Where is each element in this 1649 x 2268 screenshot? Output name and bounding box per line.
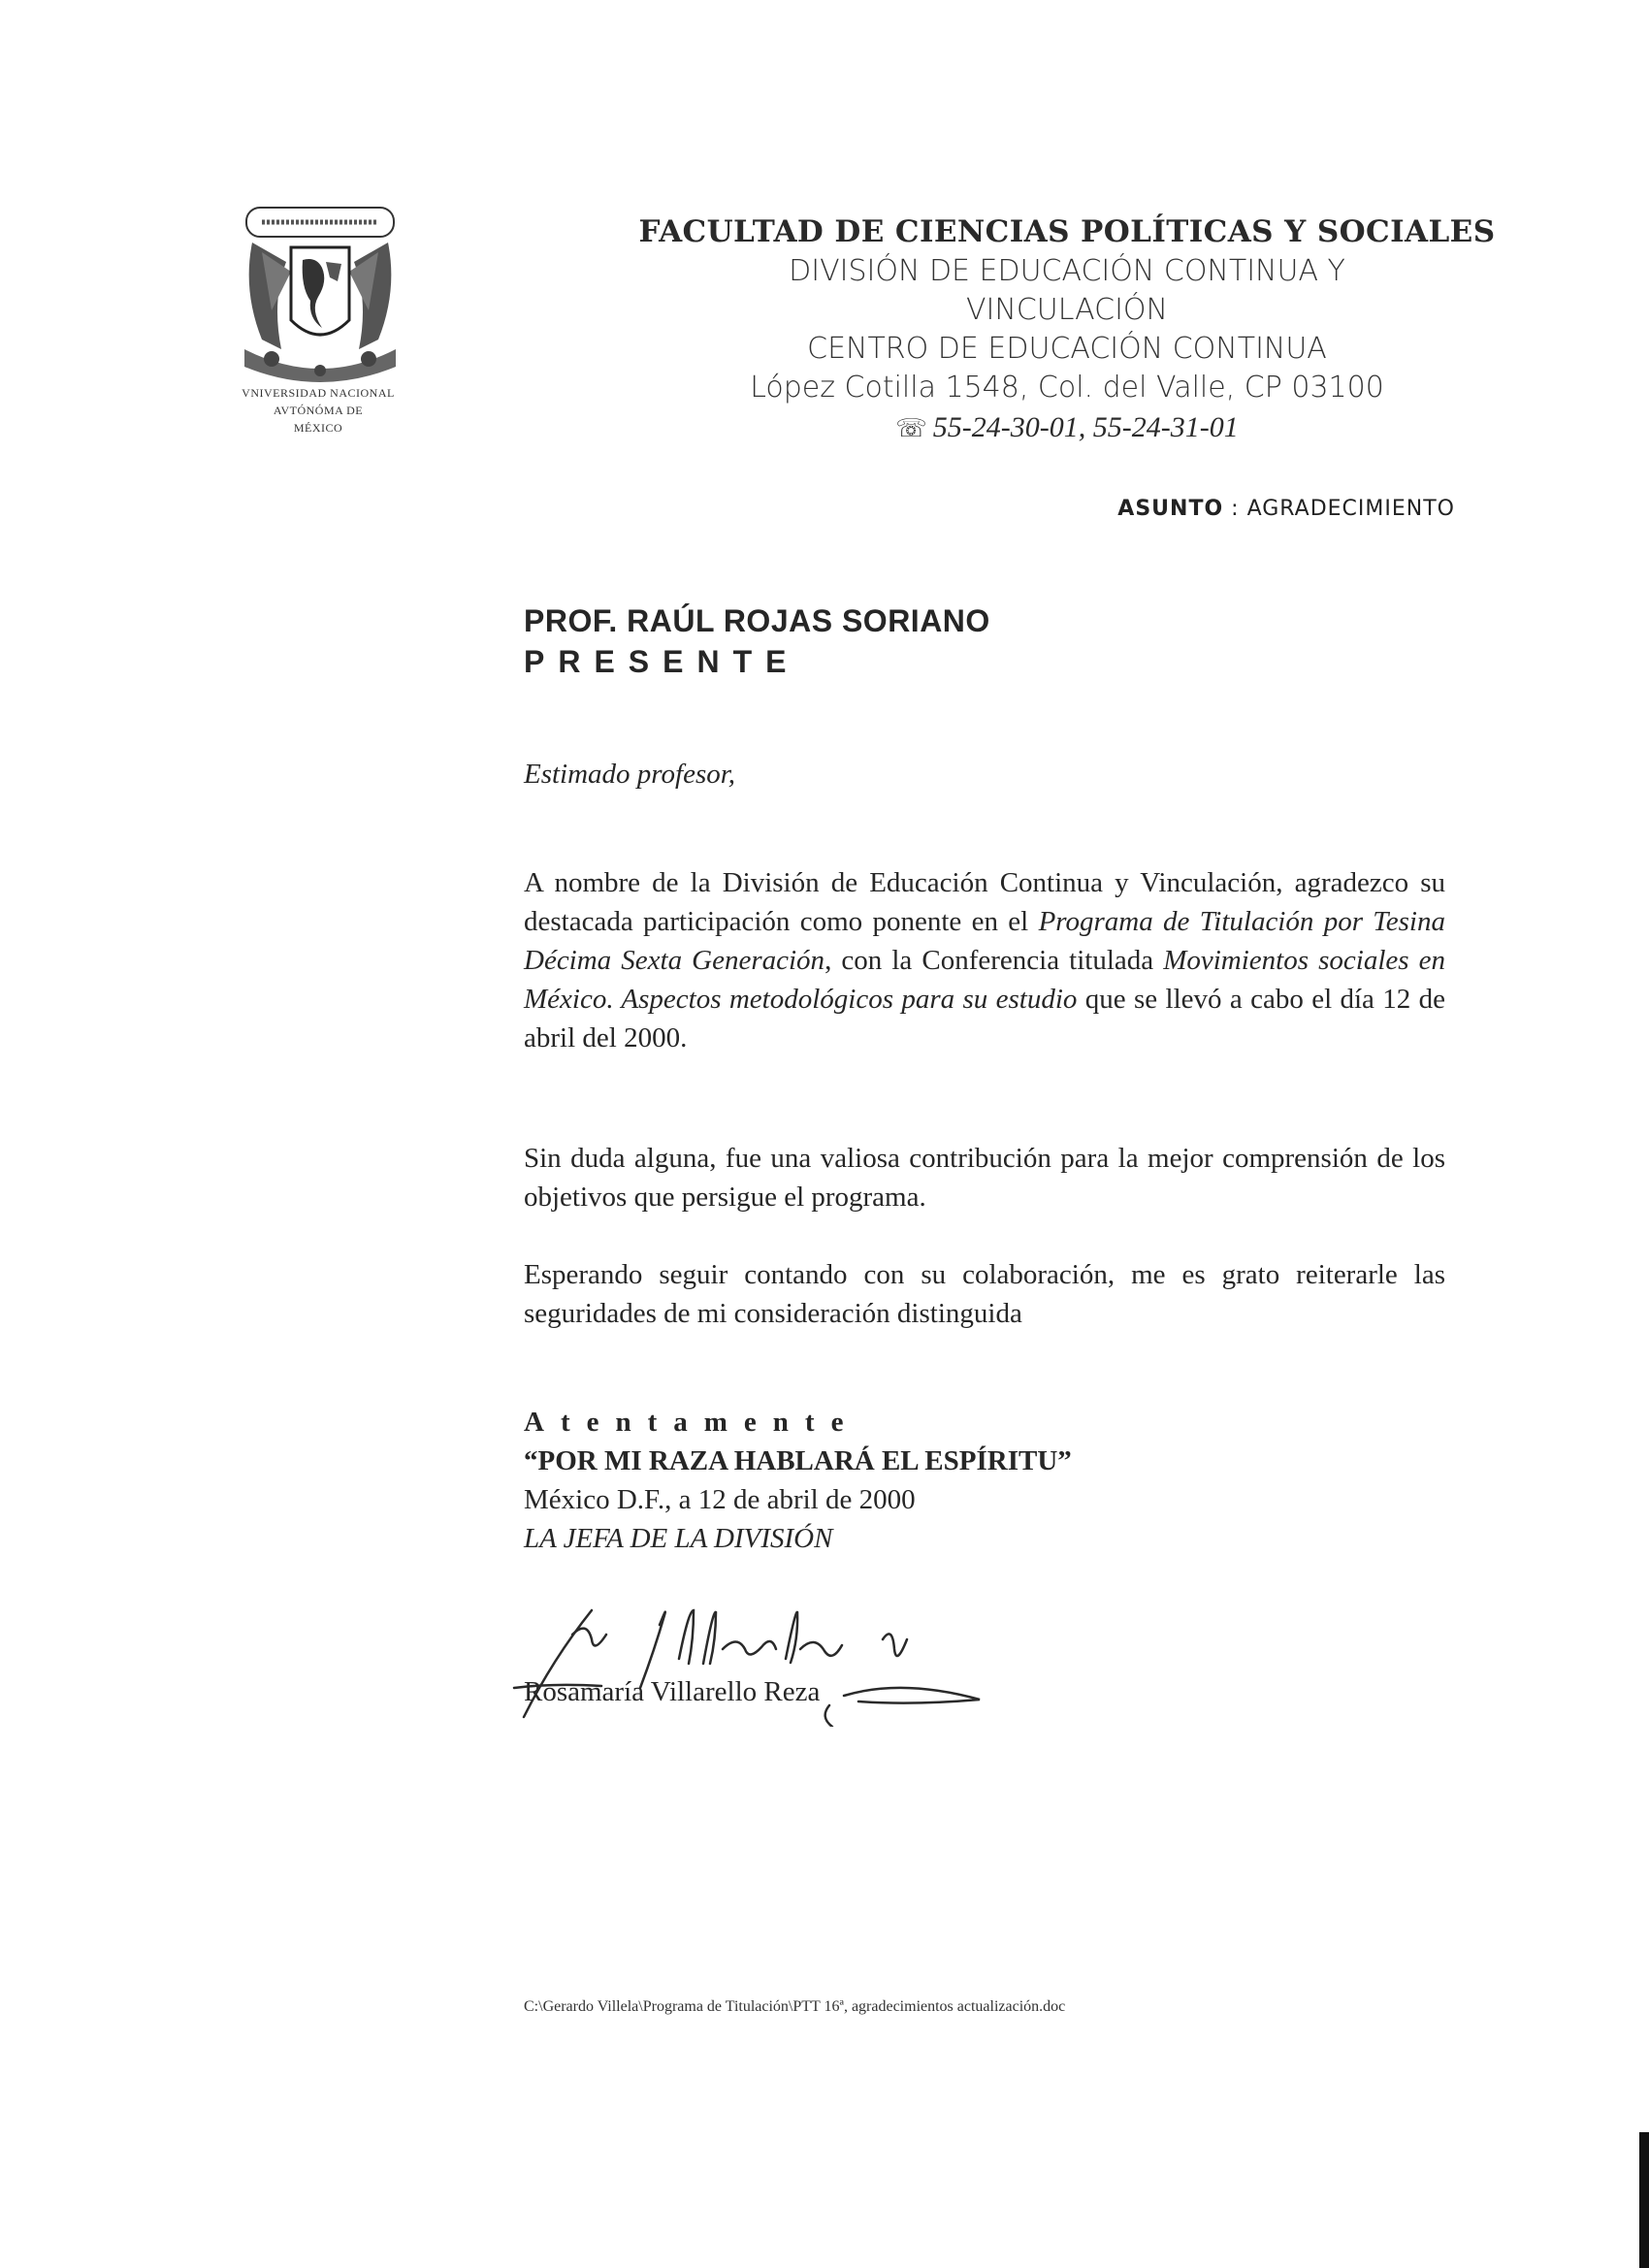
closing-word: Atentamente — [524, 1407, 860, 1438]
seal-caption-line: VNIVERSIDAD NACIONAL — [242, 386, 395, 400]
signer-role: LA JEFA DE LA DIVISIÓN — [524, 1523, 833, 1554]
program-title: Programa de Titulación por Tesina Décima Sexta Generación — [524, 906, 1445, 976]
division-line: VINCULACIÓN — [966, 293, 1168, 327]
signer-name: Rosamaría Villarello Reza — [524, 1676, 821, 1707]
subject-line — [1067, 497, 1455, 521]
recipient-presente: PRESENTE — [524, 644, 800, 679]
paragraph-2: Sin duda alguna, fue una valiosa contribución para la mejor comprensión de los objetivos que persigue el programa. — [524, 1143, 1445, 1213]
subject-separator: : — [1223, 497, 1247, 521]
unam-seal-icon — [233, 204, 407, 388]
file-path-footer: C:\Gerardo Villela\Programa de Titulación\PTT 16ª, agradecimientos actualización.doc — [524, 1998, 1066, 2015]
center-name: CENTRO DE EDUCACIÓN CONTINUA — [807, 332, 1327, 366]
paragraph-1 — [524, 863, 1445, 1057]
place-date: México D.F., a 12 de abril de 2000 — [524, 1484, 916, 1515]
division-line: DIVISIÓN DE EDUCACIÓN CONTINUA Y — [789, 254, 1345, 288]
address: López Cotilla 1548, Col. del Valle, CP 03100 — [750, 371, 1384, 405]
phone-text: 55-24-30-01, 55-24-31-01 — [932, 411, 1239, 443]
phone-icon: ☏ — [895, 414, 927, 442]
faculty-name: FACULTAD DE CIENCIAS POLÍTICAS Y SOCIALES — [638, 214, 1496, 249]
closing-motto: “POR MI RAZA HABLARÁ EL ESPÍRITU” — [524, 1445, 1072, 1476]
salutation: Estimado profesor, — [524, 759, 736, 790]
closing-block — [524, 1403, 1397, 1558]
paragraph-text: , con la Conferencia titulada — [824, 945, 1164, 976]
subject-value: AGRADECIMIENTO — [1246, 497, 1455, 521]
recipient-name: PROF. RAÚL ROJAS SORIANO — [524, 603, 990, 638]
letterhead — [630, 211, 1504, 449]
subject-label: ASUNTO — [1117, 497, 1224, 521]
conference-title: Movimientos sociales en México. Aspectos metodológicos para su estudio — [524, 945, 1445, 1015]
seal-caption-line: MÉXICO — [293, 421, 343, 435]
paragraph-text: A nombre de la División de Educación Continua y Vinculación, agradezco su destacada participación como ponente en el — [524, 867, 1445, 937]
paragraph-3: Esperando seguir contando con su colaboración, me es grato reiterarle las seguridades de mi consideración distinguida — [524, 1259, 1445, 1329]
seal-caption — [221, 384, 415, 437]
phone-numbers — [630, 407, 1504, 449]
seal-caption-line: AVTÓNÓMA DE — [273, 404, 364, 417]
paragraph-text: que se llevó a cabo el día 12 de abril del 2000. — [524, 984, 1445, 1053]
scan-edge-mark — [1639, 2132, 1649, 2268]
